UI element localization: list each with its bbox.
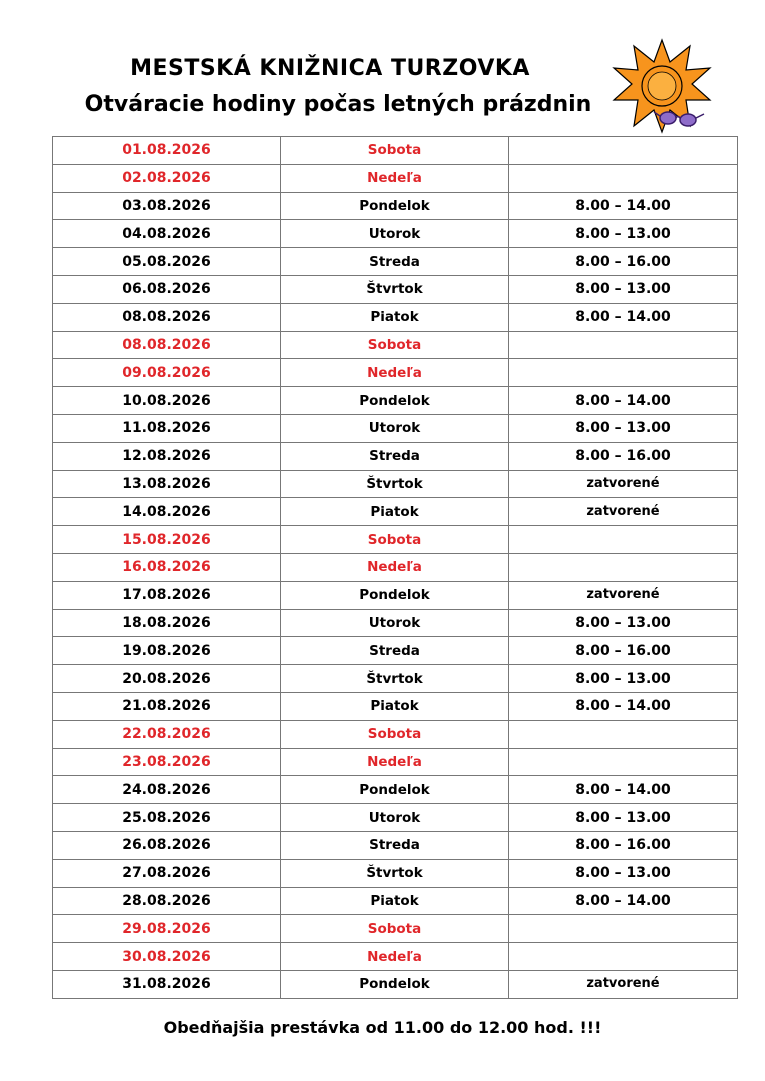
date-cell: 08.08.2026 bbox=[53, 303, 281, 331]
date-cell: 02.08.2026 bbox=[53, 164, 281, 192]
day-cell: Štvrtok bbox=[281, 275, 509, 303]
date-cell: 03.08.2026 bbox=[53, 192, 281, 220]
day-cell: Utorok bbox=[281, 414, 509, 442]
table-row bbox=[53, 331, 738, 359]
day-cell: Sobota bbox=[281, 720, 509, 748]
date-cell: 10.08.2026 bbox=[53, 387, 281, 415]
hours-cell: 8.00 – 13.00 bbox=[509, 609, 738, 637]
page-title: MESTSKÁ KNIŽNICA TURZOVKA bbox=[130, 56, 530, 81]
hours-cell: zatvorené bbox=[509, 470, 738, 498]
table-row bbox=[53, 970, 738, 998]
day-cell: Streda bbox=[281, 831, 509, 859]
table-row bbox=[53, 414, 738, 442]
day-cell: Piatok bbox=[281, 692, 509, 720]
date-cell: 27.08.2026 bbox=[53, 859, 281, 887]
hours-cell: 8.00 – 13.00 bbox=[509, 414, 738, 442]
date-cell: 12.08.2026 bbox=[53, 442, 281, 470]
table-row bbox=[53, 275, 738, 303]
hours-cell bbox=[509, 526, 738, 554]
hours-cell: zatvorené bbox=[509, 498, 738, 526]
day-cell: Streda bbox=[281, 442, 509, 470]
hours-cell: 8.00 – 14.00 bbox=[509, 387, 738, 415]
date-cell: 26.08.2026 bbox=[53, 831, 281, 859]
table-row bbox=[53, 943, 738, 971]
hours-cell: 8.00 – 14.00 bbox=[509, 887, 738, 915]
hours-cell bbox=[509, 331, 738, 359]
hours-cell bbox=[509, 720, 738, 748]
day-cell: Nedeľa bbox=[281, 164, 509, 192]
hours-cell bbox=[509, 553, 738, 581]
opening-hours-table bbox=[52, 136, 738, 999]
table-row bbox=[53, 720, 738, 748]
date-cell: 17.08.2026 bbox=[53, 581, 281, 609]
page-subtitle: Otváracie hodiny počas letných prázdnin bbox=[84, 92, 592, 117]
day-cell: Nedeľa bbox=[281, 359, 509, 387]
day-cell: Pondelok bbox=[281, 970, 509, 998]
table-row bbox=[53, 220, 738, 248]
day-cell: Sobota bbox=[281, 915, 509, 943]
date-cell: 31.08.2026 bbox=[53, 970, 281, 998]
table-row bbox=[53, 581, 738, 609]
hours-cell: 8.00 – 14.00 bbox=[509, 692, 738, 720]
table-row bbox=[53, 553, 738, 581]
table-row bbox=[53, 804, 738, 832]
day-cell: Nedeľa bbox=[281, 553, 509, 581]
hours-cell: 8.00 – 16.00 bbox=[509, 831, 738, 859]
day-cell: Sobota bbox=[281, 526, 509, 554]
hours-cell: 8.00 – 16.00 bbox=[509, 442, 738, 470]
date-cell: 11.08.2026 bbox=[53, 414, 281, 442]
table-row bbox=[53, 609, 738, 637]
day-cell: Streda bbox=[281, 248, 509, 276]
hours-cell bbox=[509, 943, 738, 971]
table-row bbox=[53, 748, 738, 776]
table-row bbox=[53, 303, 738, 331]
table-row bbox=[53, 692, 738, 720]
hours-cell: 8.00 – 16.00 bbox=[509, 248, 738, 276]
day-cell: Streda bbox=[281, 637, 509, 665]
hours-cell: 8.00 – 14.00 bbox=[509, 303, 738, 331]
date-cell: 16.08.2026 bbox=[53, 553, 281, 581]
day-cell: Pondelok bbox=[281, 776, 509, 804]
hours-cell: zatvorené bbox=[509, 581, 738, 609]
date-cell: 30.08.2026 bbox=[53, 943, 281, 971]
hours-cell: zatvorené bbox=[509, 970, 738, 998]
date-cell: 15.08.2026 bbox=[53, 526, 281, 554]
table-row bbox=[53, 526, 738, 554]
hours-cell bbox=[509, 915, 738, 943]
table-row bbox=[53, 637, 738, 665]
table-row bbox=[53, 665, 738, 693]
table-row bbox=[53, 248, 738, 276]
date-cell: 01.08.2026 bbox=[53, 137, 281, 165]
day-cell: Sobota bbox=[281, 331, 509, 359]
table-row bbox=[53, 831, 738, 859]
table-row bbox=[53, 859, 738, 887]
hours-cell bbox=[509, 359, 738, 387]
day-cell: Nedeľa bbox=[281, 943, 509, 971]
hours-cell: 8.00 – 14.00 bbox=[509, 192, 738, 220]
date-cell: 20.08.2026 bbox=[53, 665, 281, 693]
hours-cell: 8.00 – 14.00 bbox=[509, 776, 738, 804]
day-cell: Štvrtok bbox=[281, 470, 509, 498]
day-cell: Piatok bbox=[281, 303, 509, 331]
date-cell: 25.08.2026 bbox=[53, 804, 281, 832]
date-cell: 06.08.2026 bbox=[53, 275, 281, 303]
date-cell: 24.08.2026 bbox=[53, 776, 281, 804]
table-row bbox=[53, 776, 738, 804]
date-cell: 09.08.2026 bbox=[53, 359, 281, 387]
table-row bbox=[53, 164, 738, 192]
sun-with-sunglasses-icon bbox=[612, 38, 712, 134]
day-cell: Utorok bbox=[281, 220, 509, 248]
date-cell: 05.08.2026 bbox=[53, 248, 281, 276]
day-cell: Utorok bbox=[281, 804, 509, 832]
date-cell: 14.08.2026 bbox=[53, 498, 281, 526]
day-cell: Utorok bbox=[281, 609, 509, 637]
date-cell: 21.08.2026 bbox=[53, 692, 281, 720]
date-cell: 29.08.2026 bbox=[53, 915, 281, 943]
date-cell: 22.08.2026 bbox=[53, 720, 281, 748]
day-cell: Piatok bbox=[281, 887, 509, 915]
table-row bbox=[53, 498, 738, 526]
date-cell: 08.08.2026 bbox=[53, 331, 281, 359]
table-row bbox=[53, 137, 738, 165]
day-cell: Pondelok bbox=[281, 581, 509, 609]
day-cell: Pondelok bbox=[281, 192, 509, 220]
date-cell: 23.08.2026 bbox=[53, 748, 281, 776]
day-cell: Nedeľa bbox=[281, 748, 509, 776]
table-row bbox=[53, 387, 738, 415]
hours-cell bbox=[509, 164, 738, 192]
hours-cell: 8.00 – 13.00 bbox=[509, 804, 738, 832]
table-row bbox=[53, 887, 738, 915]
table-row bbox=[53, 192, 738, 220]
table-row bbox=[53, 359, 738, 387]
hours-cell: 8.00 – 13.00 bbox=[509, 220, 738, 248]
table-row bbox=[53, 915, 738, 943]
day-cell: Sobota bbox=[281, 137, 509, 165]
hours-cell: 8.00 – 13.00 bbox=[509, 275, 738, 303]
table-row bbox=[53, 442, 738, 470]
table-row bbox=[53, 470, 738, 498]
hours-cell bbox=[509, 748, 738, 776]
date-cell: 04.08.2026 bbox=[53, 220, 281, 248]
date-cell: 28.08.2026 bbox=[53, 887, 281, 915]
day-cell: Piatok bbox=[281, 498, 509, 526]
hours-cell: 8.00 – 16.00 bbox=[509, 637, 738, 665]
hours-cell: 8.00 – 13.00 bbox=[509, 665, 738, 693]
day-cell: Pondelok bbox=[281, 387, 509, 415]
date-cell: 19.08.2026 bbox=[53, 637, 281, 665]
day-cell: Štvrtok bbox=[281, 859, 509, 887]
lunch-break-note: Obedňajšia prestávka od 11.00 do 12.00 hod. !!! bbox=[163, 1018, 602, 1037]
date-cell: 18.08.2026 bbox=[53, 609, 281, 637]
hours-cell bbox=[509, 137, 738, 165]
hours-cell: 8.00 – 13.00 bbox=[509, 859, 738, 887]
day-cell: Štvrtok bbox=[281, 665, 509, 693]
date-cell: 13.08.2026 bbox=[53, 470, 281, 498]
